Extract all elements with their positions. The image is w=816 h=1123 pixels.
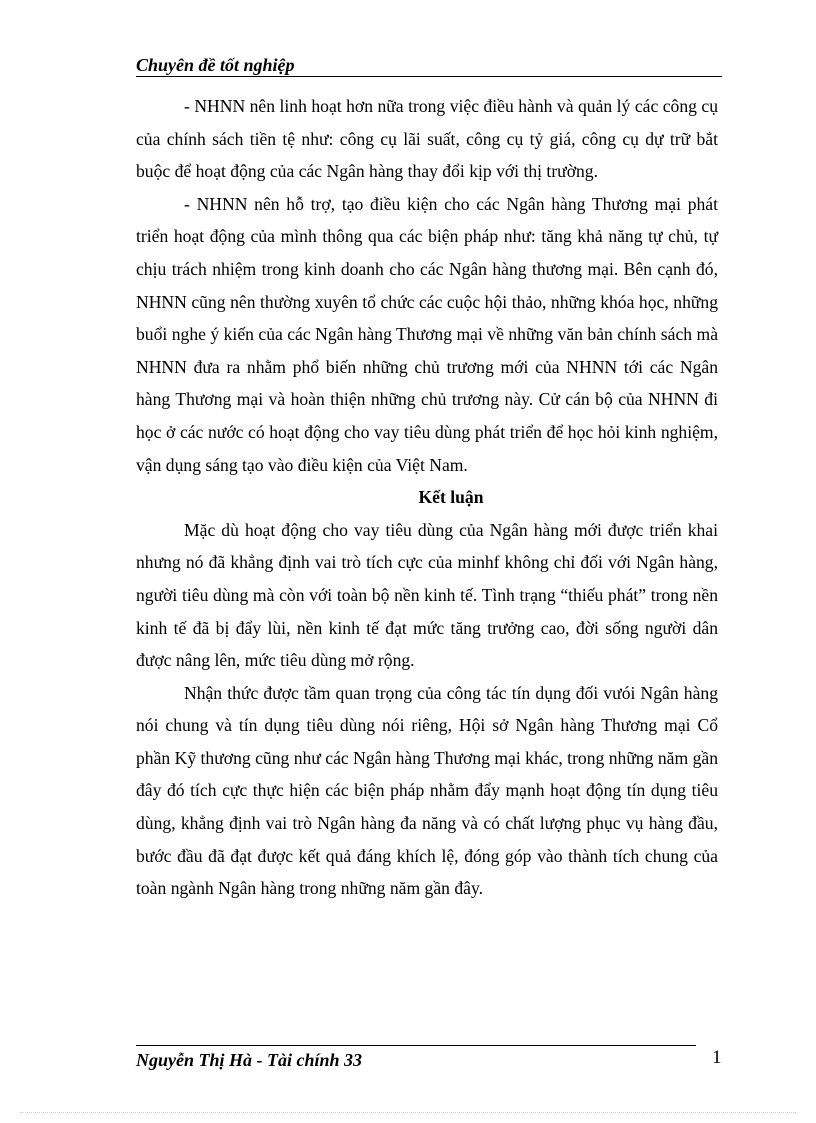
conclusion-heading: Kết luận: [418, 487, 484, 508]
footer-divider: [136, 1045, 696, 1046]
footer-author: Nguyễn Thị Hà - Tài chính 33: [136, 1050, 363, 1070]
paragraph-nhnn-support: - NHNN nên hỗ trợ, tạo điều kiện cho các Ngân hàng Thương mại phát triển hoạt động của mình thông qua các biện pháp như: tăng khả năng tự chủ, tự chịu trách nhiệm trong kinh doanh cho các Ngân hàng thương mại. Bên cạnh đó, NHNN cũng nên thường xuyên tổ chức các cuộc hội thảo, những khóa học, những buổi nghe ý kiến của các Ngân hàng Thương mại về những văn bản chính sách mà NHNN đưa ra nhằm phổ biến những chủ trương mới của NHNN tới các Ngân hàng Thương mại và hoàn thiện những chủ trương này. Cử cán bộ của NHNN đi học ở các nước có hoạt động cho vay tiêu dùng phát triển để học hỏi kinh nghiệm, vận dụng sáng tạo vào điều kiện của Việt Nam.: [136, 193, 718, 475]
page-number: 1: [712, 1047, 722, 1068]
paragraph-conclusion-1: Mặc dù hoạt động cho vay tiêu dùng của Ngân hàng mới được triển khai nhưng nó đã khẳng định vai trò tích cực của minhf không chỉ đối với Ngân hàng, người tiêu dùng mà còn với toàn bộ nền kinh tế. Tình trạng “thiếu phát” trong nền kinh tế đã bị đẩy lùi, nền kinh tế đạt mức tăng trưởng cao, đời sống người dân được nâng lên, mức tiêu dùng mở rộng.: [136, 519, 718, 671]
document-body: [136, 90, 718, 905]
page-edge-divider: [20, 1112, 796, 1113]
paragraph-conclusion-2: Nhận thức được tầm quan trọng của công tác tín dụng đối vưói Ngân hàng nói chung và tín dụng tiêu dùng nói riêng, Hội sở Ngân hàng Thương mại Cổ phần Kỹ thương cũng như các Ngân hàng Thương mại khác, trong những năm gần đây đó tích cực thực hiện các biện pháp nhằm đẩy mạnh hoạt động tín dụng tiêu dùng, khẳng định vai trò Ngân hàng đa năng và có chất lượng phục vụ hàng đầu, bước đầu đã đạt được kết quả đáng khích lệ, đóng góp vào thành tích chung của toàn ngành Ngân hàng trong những năm gần đây.: [136, 682, 718, 899]
paragraph-nhnn-flexibility: - NHNN nên linh hoạt hơn nữa trong việc điều hành và quản lý các công cụ của chính sách tiền tệ như: công cụ lãi suất, công cụ tỷ giá, công cụ dự trữ bắt buộc để hoạt động của các Ngân hàng thay đổi kịp với thị trường.: [136, 96, 718, 182]
header-title: Chuyên đề tốt nghiệp: [136, 55, 295, 75]
header-divider: [136, 76, 722, 77]
